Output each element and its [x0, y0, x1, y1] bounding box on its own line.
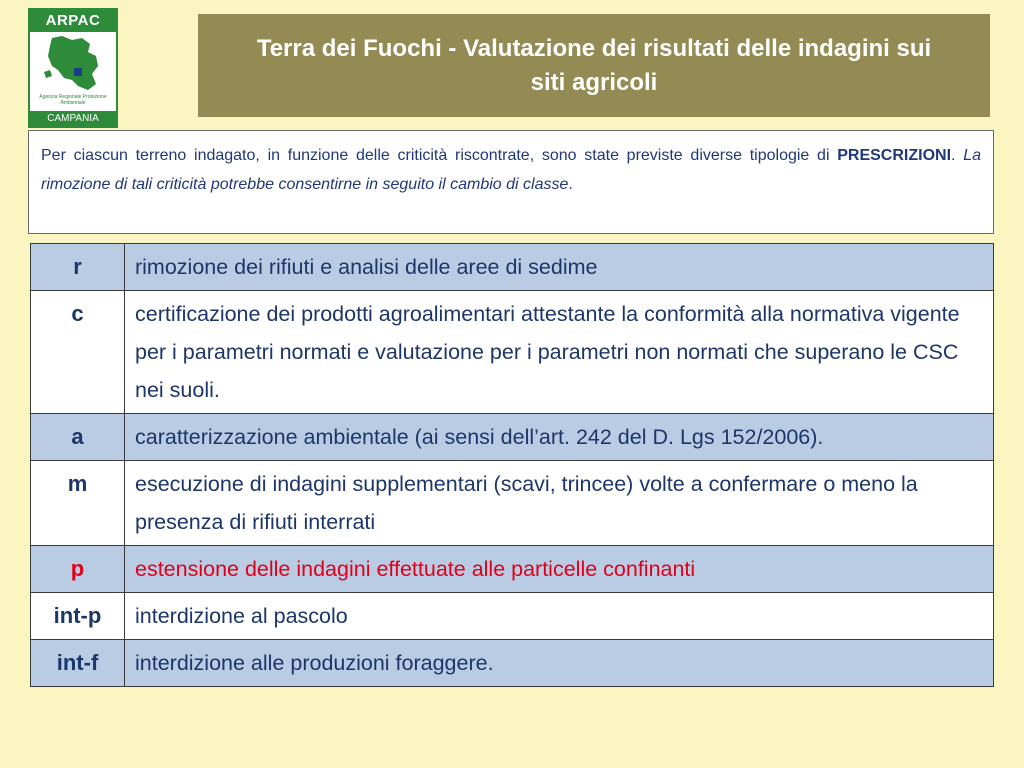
prescription-code: r [31, 244, 125, 291]
prescription-code: p [31, 546, 125, 593]
prescription-code: m [31, 461, 125, 546]
intro-text-1: Per ciascun terreno indagato, in funzione delle criticità riscontrate, sono state previste diverse tipologie di [41, 147, 838, 164]
logo-small-text: Agenzia Regionale Protezione Ambientale [39, 94, 107, 106]
table-row [31, 546, 994, 593]
intro-bold-text: PRESCRIZIONI [837, 147, 952, 164]
intro-text-2: . [951, 147, 964, 164]
campania-map-icon [38, 34, 108, 94]
table-row [31, 414, 994, 461]
logo-top-text: ARPAC [30, 10, 116, 32]
intro-text-3: . [568, 176, 573, 193]
prescription-code: a [31, 414, 125, 461]
prescription-text: certificazione dei prodotti agroalimentari attestante la conformità alla normativa vigente per i parametri normati e valutazione per i parametri non normati che superano le CSC nei suoli. [125, 291, 994, 414]
table-row [31, 291, 994, 414]
prescription-text: rimozione dei rifiuti e analisi delle aree di sedime [125, 244, 994, 291]
prescription-text: interdizione alle produzioni foraggere. [125, 640, 994, 687]
prescription-code: int-p [31, 593, 125, 640]
table-row [31, 461, 994, 546]
title-banner [198, 14, 990, 117]
prescription-text: estensione delle indagini effettuate alle particelle confinanti [125, 546, 994, 593]
prescription-text: esecuzione di indagini supplementari (scavi, trincee) volte a confermare o meno la presenza di rifiuti interrati [125, 461, 994, 546]
table-row [31, 244, 994, 291]
logo-bottom-text: CAMPANIA [30, 111, 116, 126]
table-row [31, 640, 994, 687]
intro-box [28, 130, 994, 234]
prescriptions-table [30, 243, 994, 687]
prescription-code: int-f [31, 640, 125, 687]
page-title: Terra dei Fuochi - Valutazione dei risultati delle indagini sui siti agricoli [256, 34, 932, 96]
table-row [31, 593, 994, 640]
arpac-logo [28, 8, 118, 128]
prescription-text: interdizione al pascolo [125, 593, 994, 640]
prescription-code: c [31, 291, 125, 414]
prescription-text: caratterizzazione ambientale (ai sensi dell’art. 242 del D. Lgs 152/2006). [125, 414, 994, 461]
intro-italic-text: La rimozione di tali criticità potrebbe consentirne in seguito il cambio di classe [41, 147, 981, 193]
